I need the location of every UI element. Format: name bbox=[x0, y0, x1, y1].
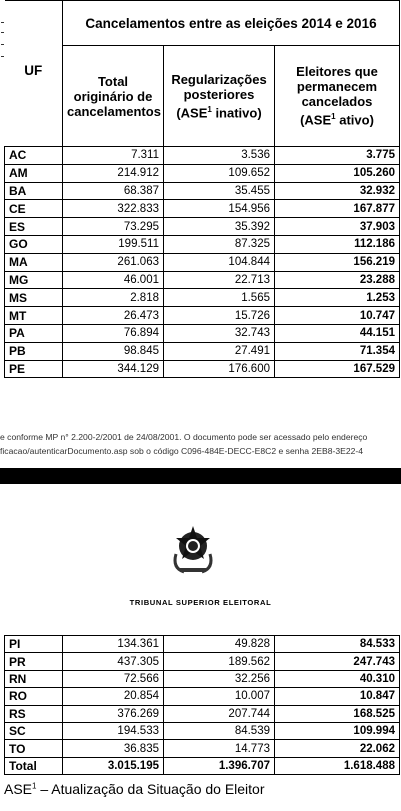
cell-regularizacoes: 32.256 bbox=[164, 670, 275, 687]
cell-regularizacoes: 32.743 bbox=[164, 324, 275, 342]
cell-total: 2.818 bbox=[63, 289, 164, 307]
total-row bbox=[5, 757, 400, 774]
cell-uf: BA bbox=[5, 182, 63, 200]
total-label: Total bbox=[5, 757, 63, 774]
col-header-uf bbox=[5, 1, 63, 147]
cell-total: 322.833 bbox=[63, 200, 164, 218]
cell-regularizacoes: 189.562 bbox=[164, 653, 275, 670]
cell-regularizacoes: 3.536 bbox=[164, 147, 275, 165]
cell-total: 134.361 bbox=[63, 636, 164, 653]
cell-cancelados: 247.743 bbox=[275, 653, 400, 670]
legend-sup: 1 bbox=[32, 781, 37, 791]
table-row bbox=[5, 722, 400, 739]
cell-cancelados: 22.062 bbox=[275, 740, 400, 757]
col-header-eleitores bbox=[275, 46, 400, 147]
cell-cancelados: 112.186 bbox=[275, 235, 400, 253]
cell-regularizacoes: 87.325 bbox=[164, 235, 275, 253]
cell-regularizacoes: 176.600 bbox=[164, 360, 275, 378]
cell-cancelados: 32.932 bbox=[275, 182, 400, 200]
cell-uf: PA bbox=[5, 324, 63, 342]
table-row bbox=[5, 271, 400, 289]
cell-total: 214.912 bbox=[63, 164, 164, 182]
authentication-note-line-2: ficacao/autenticarDocumento.asp sob o código C096-484E-DECC-E8C2 e senha 2EB8-3E22-4 bbox=[0, 446, 364, 456]
table-row bbox=[5, 688, 400, 705]
cell-total: 7.311 bbox=[63, 147, 164, 165]
table-row bbox=[5, 253, 400, 271]
col-header-eleitores-sup: 1 bbox=[331, 112, 336, 122]
cell-regularizacoes: 1.565 bbox=[164, 289, 275, 307]
cell-cancelados: 167.877 bbox=[275, 200, 400, 218]
table-row bbox=[5, 235, 400, 253]
cell-uf: AC bbox=[5, 147, 63, 165]
cell-cancelados: 109.994 bbox=[275, 722, 400, 739]
cell-total: 199.511 bbox=[63, 235, 164, 253]
cell-cancelados: 10.747 bbox=[275, 307, 400, 325]
col-header-regularizacoes-sup: 1 bbox=[207, 104, 212, 114]
cell-cancelados: 23.288 bbox=[275, 271, 400, 289]
total-cancelados: 1.618.488 bbox=[275, 757, 400, 774]
table-row bbox=[5, 670, 400, 687]
table-row bbox=[5, 360, 400, 378]
cell-uf: PE bbox=[5, 360, 63, 378]
legend-text: – Atualização da Situação do Eleitor bbox=[36, 781, 265, 797]
cell-uf: GO bbox=[5, 235, 63, 253]
cell-regularizacoes: 49.828 bbox=[164, 636, 275, 653]
cell-total: 72.566 bbox=[63, 670, 164, 687]
table-row bbox=[5, 342, 400, 360]
cell-cancelados: 84.533 bbox=[275, 636, 400, 653]
cell-uf: RS bbox=[5, 705, 63, 722]
authentication-note-line-1: e conforme MP n° 2.200-2/2001 de 24/08/2001. O documento pode ser acessado pelo endereço bbox=[0, 432, 368, 442]
cell-total: 261.063 bbox=[63, 253, 164, 271]
coat-of-arms-icon bbox=[170, 524, 216, 576]
cell-total: 46.001 bbox=[63, 271, 164, 289]
cell-uf: PR bbox=[5, 653, 63, 670]
cell-total: 344.129 bbox=[63, 360, 164, 378]
court-name: TRIBUNAL SUPERIOR ELEITORAL bbox=[129, 598, 272, 607]
cell-uf: MS bbox=[5, 289, 63, 307]
cell-total: 36.835 bbox=[63, 740, 164, 757]
cancellations-table bbox=[4, 0, 400, 378]
col-header-regularizacoes-tail: inativo) bbox=[211, 105, 262, 121]
cell-uf: SC bbox=[5, 722, 63, 739]
table-row bbox=[5, 653, 400, 670]
cell-regularizacoes: 15.726 bbox=[164, 307, 275, 325]
cell-cancelados: 1.253 bbox=[275, 289, 400, 307]
cell-total: 76.894 bbox=[63, 324, 164, 342]
cell-regularizacoes: 154.956 bbox=[164, 200, 275, 218]
total-originario: 3.015.195 bbox=[63, 757, 164, 774]
cell-uf: ES bbox=[5, 218, 63, 236]
cell-regularizacoes: 207.744 bbox=[164, 705, 275, 722]
table-title: Cancelamentos entre as eleições 2014 e 2016 bbox=[63, 1, 400, 46]
legend-abbr: ASE bbox=[4, 781, 33, 797]
cell-cancelados: 105.260 bbox=[275, 164, 400, 182]
document-page-2 bbox=[0, 484, 401, 811]
cell-cancelados: 167.529 bbox=[275, 360, 400, 378]
col-header-eleitores-label: Eleitores que permanecem cancelados bbox=[296, 64, 378, 110]
col-header-regularizacoes bbox=[164, 46, 275, 147]
total-regularizacoes: 1.396.707 bbox=[164, 757, 275, 774]
cell-uf: MG bbox=[5, 271, 63, 289]
cell-total: 73.295 bbox=[63, 218, 164, 236]
cell-uf: PB bbox=[5, 342, 63, 360]
table-row bbox=[5, 289, 400, 307]
col-header-eleitores-prefix: (ASE bbox=[300, 112, 332, 128]
cell-total: 376.269 bbox=[63, 705, 164, 722]
cell-total: 437.305 bbox=[63, 653, 164, 670]
cell-uf: MT bbox=[5, 307, 63, 325]
col-header-total: Total originário de cancelamentos bbox=[63, 46, 164, 147]
cell-uf: CE bbox=[5, 200, 63, 218]
table-row bbox=[5, 164, 400, 182]
table-row bbox=[5, 324, 400, 342]
cell-cancelados: 37.903 bbox=[275, 218, 400, 236]
cancellations-table-continued bbox=[4, 635, 400, 775]
cell-cancelados: 3.775 bbox=[275, 147, 400, 165]
cell-regularizacoes: 35.455 bbox=[164, 182, 275, 200]
page-separator bbox=[0, 468, 401, 484]
cell-uf: PI bbox=[5, 636, 63, 653]
cell-regularizacoes: 109.652 bbox=[164, 164, 275, 182]
col-header-regularizacoes-prefix: (ASE bbox=[176, 105, 208, 121]
cell-total: 98.845 bbox=[63, 342, 164, 360]
cell-uf: TO bbox=[5, 740, 63, 757]
col-header-eleitores-tail: ativo) bbox=[335, 112, 374, 128]
table-row bbox=[5, 705, 400, 722]
cell-cancelados: 168.525 bbox=[275, 705, 400, 722]
cell-uf: AM bbox=[5, 164, 63, 182]
table-row bbox=[5, 200, 400, 218]
cell-regularizacoes: 22.713 bbox=[164, 271, 275, 289]
cell-regularizacoes: 35.392 bbox=[164, 218, 275, 236]
cell-total: 26.473 bbox=[63, 307, 164, 325]
cell-total: 68.387 bbox=[63, 182, 164, 200]
col-header-uf-label: UF bbox=[24, 63, 43, 78]
cell-regularizacoes: 10.007 bbox=[164, 688, 275, 705]
legend-note bbox=[4, 781, 265, 797]
cell-cancelados: 156.219 bbox=[275, 253, 400, 271]
col-header-regularizacoes-label: Regularizações posteriores bbox=[171, 71, 267, 102]
cell-regularizacoes: 27.491 bbox=[164, 342, 275, 360]
cell-cancelados: 44.151 bbox=[275, 324, 400, 342]
cell-cancelados: 71.354 bbox=[275, 342, 400, 360]
table-row bbox=[5, 218, 400, 236]
table-row bbox=[5, 740, 400, 757]
cell-cancelados: 10.847 bbox=[275, 688, 400, 705]
cell-total: 20.854 bbox=[63, 688, 164, 705]
table-row bbox=[5, 636, 400, 653]
cell-regularizacoes: 14.773 bbox=[164, 740, 275, 757]
cell-regularizacoes: 104.844 bbox=[164, 253, 275, 271]
table-row bbox=[5, 307, 400, 325]
cell-uf: MA bbox=[5, 253, 63, 271]
table-row bbox=[5, 147, 400, 165]
cell-uf: RO bbox=[5, 688, 63, 705]
cell-cancelados: 40.310 bbox=[275, 670, 400, 687]
cell-regularizacoes: 84.539 bbox=[164, 722, 275, 739]
cell-total: 194.533 bbox=[63, 722, 164, 739]
cell-uf: RN bbox=[5, 670, 63, 687]
table-row bbox=[5, 182, 400, 200]
